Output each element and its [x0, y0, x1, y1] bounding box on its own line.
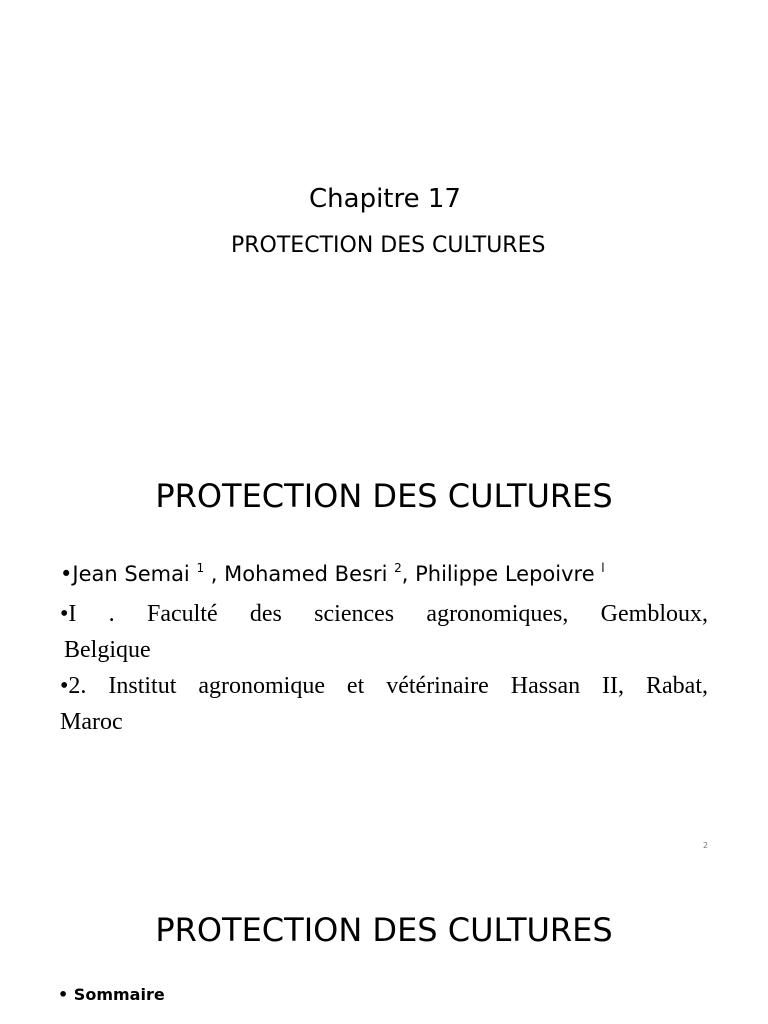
- slide3-title: PROTECTION DES CULTURES: [155, 911, 613, 949]
- affiliation-2-line2: Maroc: [60, 709, 123, 735]
- chapter-subtitle: PROTECTION DES CULTURES: [231, 233, 546, 258]
- author-3: Philippe Lepoivre: [415, 562, 595, 586]
- chapter-title: Chapitre 17: [309, 184, 461, 214]
- page-number: 2: [703, 841, 709, 850]
- author-1-sup: 1: [196, 561, 205, 575]
- author-2-sup: 2: [394, 561, 402, 575]
- author-sep-2: ,: [401, 562, 416, 586]
- sommaire-item: • Sommaire: [58, 985, 165, 1004]
- affiliation-2-line1: •2. Institut agronomique et vétérinaire Hassan II, Rabat,: [60, 673, 708, 699]
- author-sep-1: ,: [204, 562, 225, 586]
- author-3-sup: l: [601, 561, 605, 575]
- slide2-title: PROTECTION DES CULTURES: [155, 477, 613, 515]
- affiliation-1-line1: •I . Faculté des sciences agronomiques, Gembloux,: [60, 601, 708, 627]
- affiliation-1-line2: Belgique: [64, 637, 151, 663]
- author-2: Mohamed Besri: [224, 562, 388, 586]
- authors-line: [60, 561, 605, 586]
- authors-bullet: •: [60, 562, 73, 586]
- author-1: Jean Semai: [72, 562, 190, 586]
